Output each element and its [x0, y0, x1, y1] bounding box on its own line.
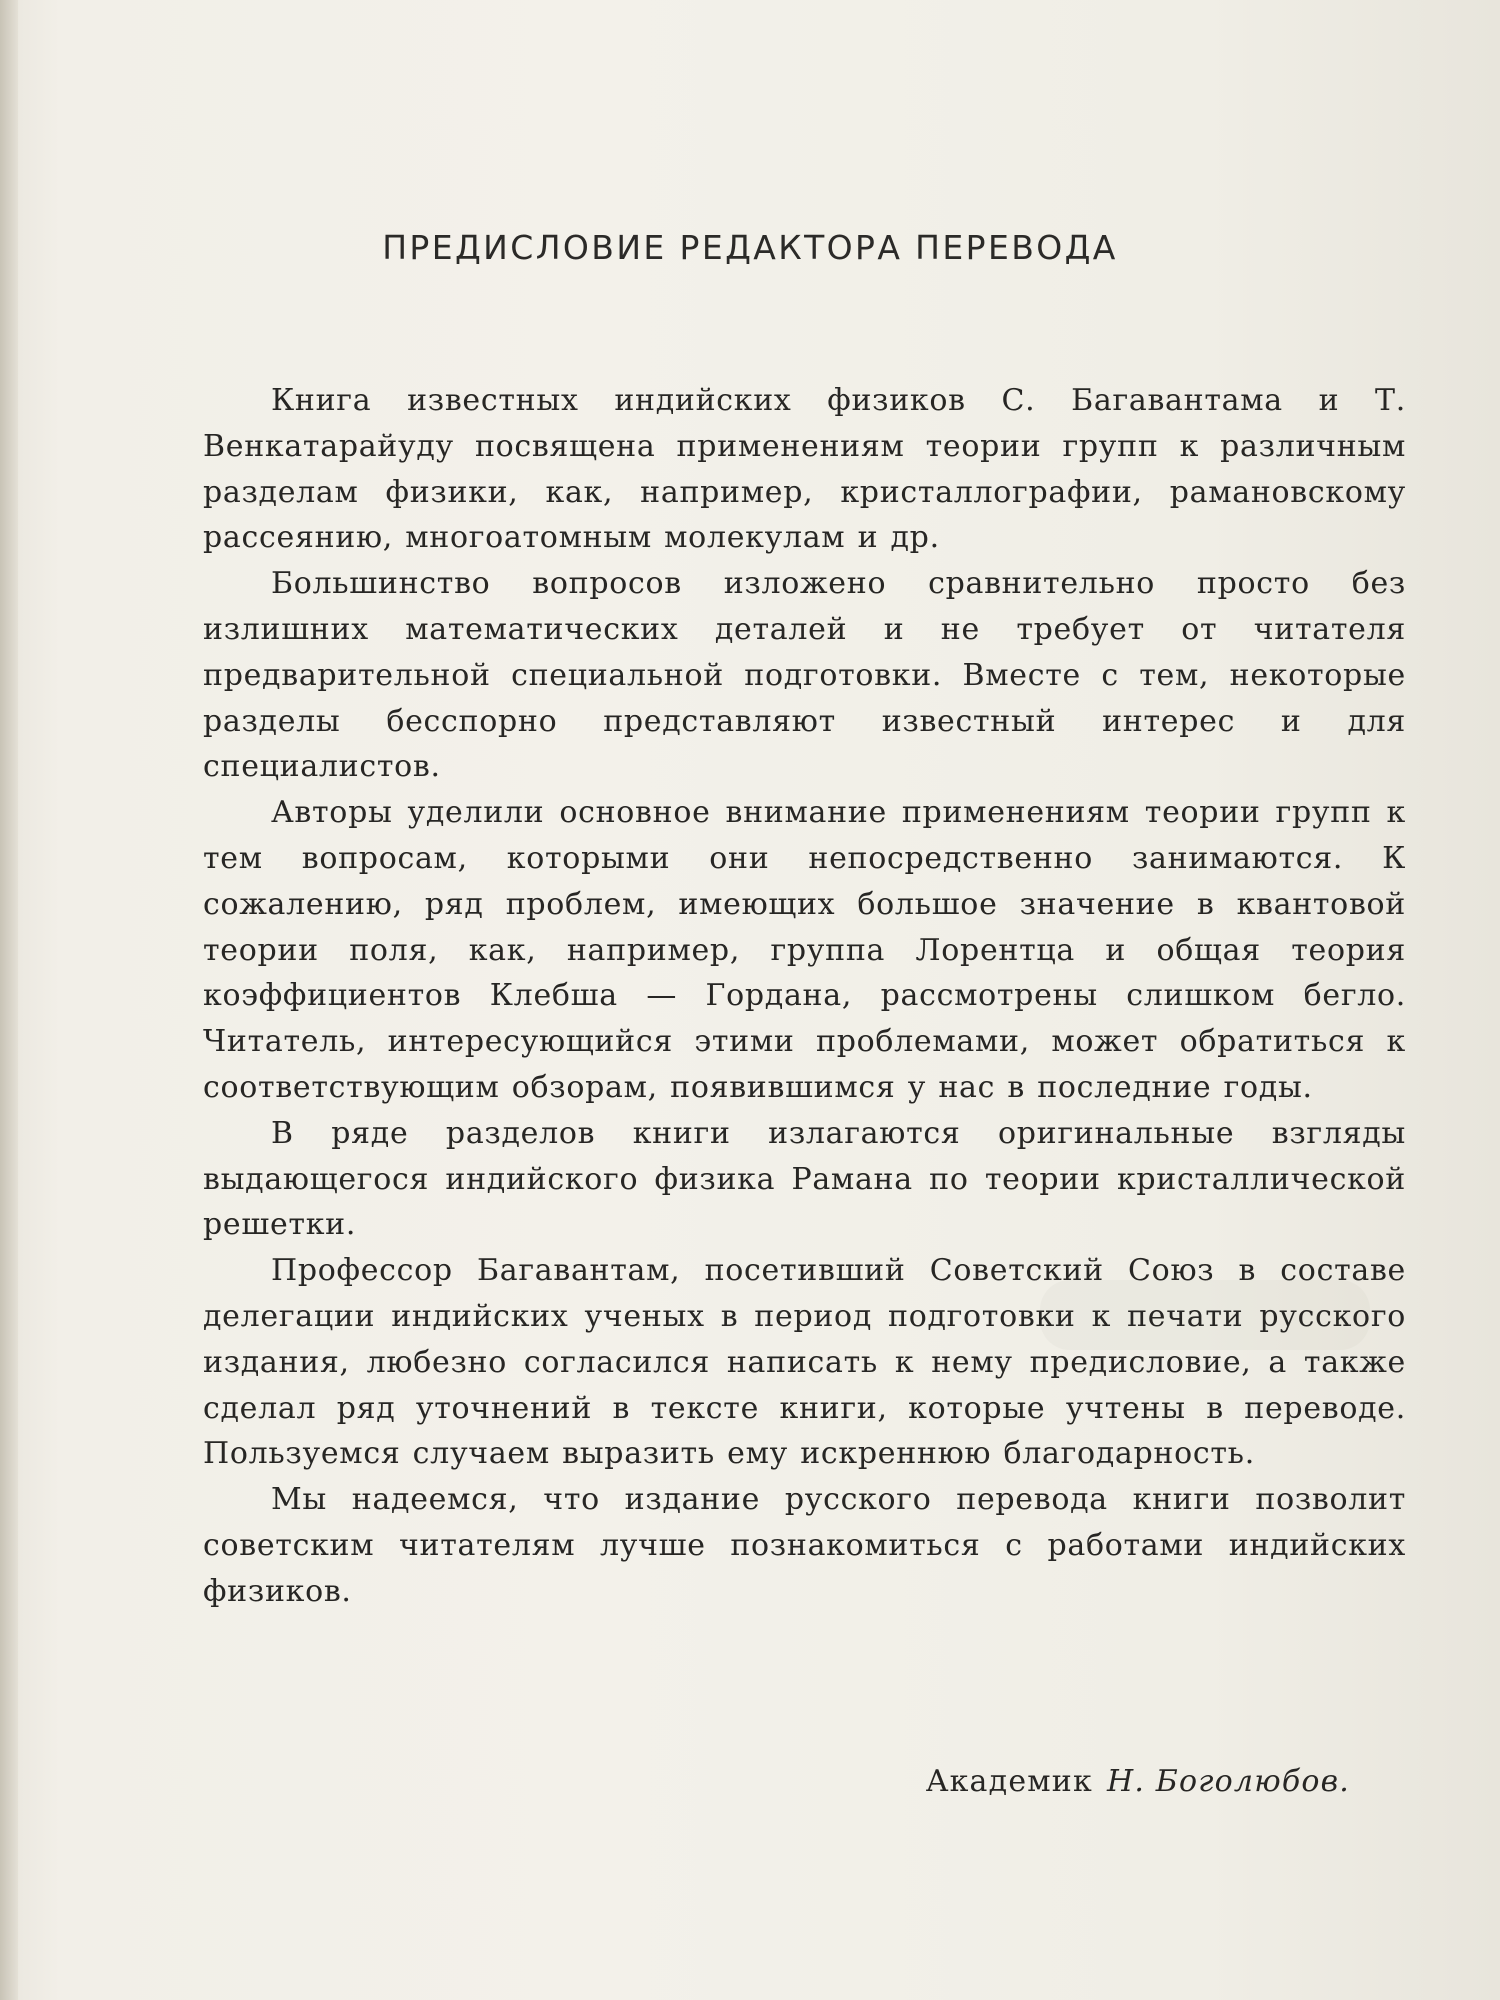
paragraph-3: Авторы уделили основное внимание применениям теории групп к тем вопросам, которыми они непосредственно занимаются. К сожалению, ряд проблем, имеющих большое значение в квантовой теории поля, как, например, группа Лорентца и общая теория коэффициентов Клебша — Гордана, рассмотрены слишком бегло. Читатель, интересующийся этими проблемами, может обратиться к соответствующим обзорам, появившимся у нас в последние годы.	[203, 795, 1406, 1105]
page-gutter	[0, 0, 18, 2000]
page-title: ПРЕДИСЛОВИЕ РЕДАКТОРА ПЕРЕВОДА	[382, 228, 1118, 267]
preface-body	[203, 378, 1406, 1615]
paragraph-6: Мы надеемся, что издание русского перевода книги позволит советским читателям лучше познакомиться с работами индийских физиков.	[203, 1482, 1406, 1609]
paragraph-5: Профессор Багавантам, посетивший Советский Союз в составе делегации индийских ученых в период подготовки к печати русского издания, любезно согласился написать к нему предисловие, а также сделал ряд уточнений в тексте книги, которые учтены в переводе. Пользуемся случаем выразить ему искреннюю благодарность.	[203, 1253, 1406, 1472]
paragraph-2: Большинство вопросов изложено сравнительно просто без излишних математических деталей и не требует от читателя предварительной специальной подготовки. Вместе с тем, некоторые разделы бесспорно представляют известный интерес и для специалистов.	[203, 566, 1406, 785]
paragraph-1: Книга известных индийских физиков С. Багавантама и Т. Венкатарайуду посвящена применениям теории групп к различным разделам физики, как, например, кристаллографии, рамановскому рассеянию, многоатомным молекулам и др.	[203, 383, 1406, 556]
paragraph-4: В ряде разделов книги излагаются оригинальные взгляды выдающегося индийского физика Рамана по теории кристаллической решетки.	[203, 1115, 1406, 1243]
signature	[926, 1764, 1350, 1799]
signature-name: Н. Боголюбов.	[1106, 1764, 1350, 1799]
signature-title: Академик	[925, 1764, 1093, 1799]
